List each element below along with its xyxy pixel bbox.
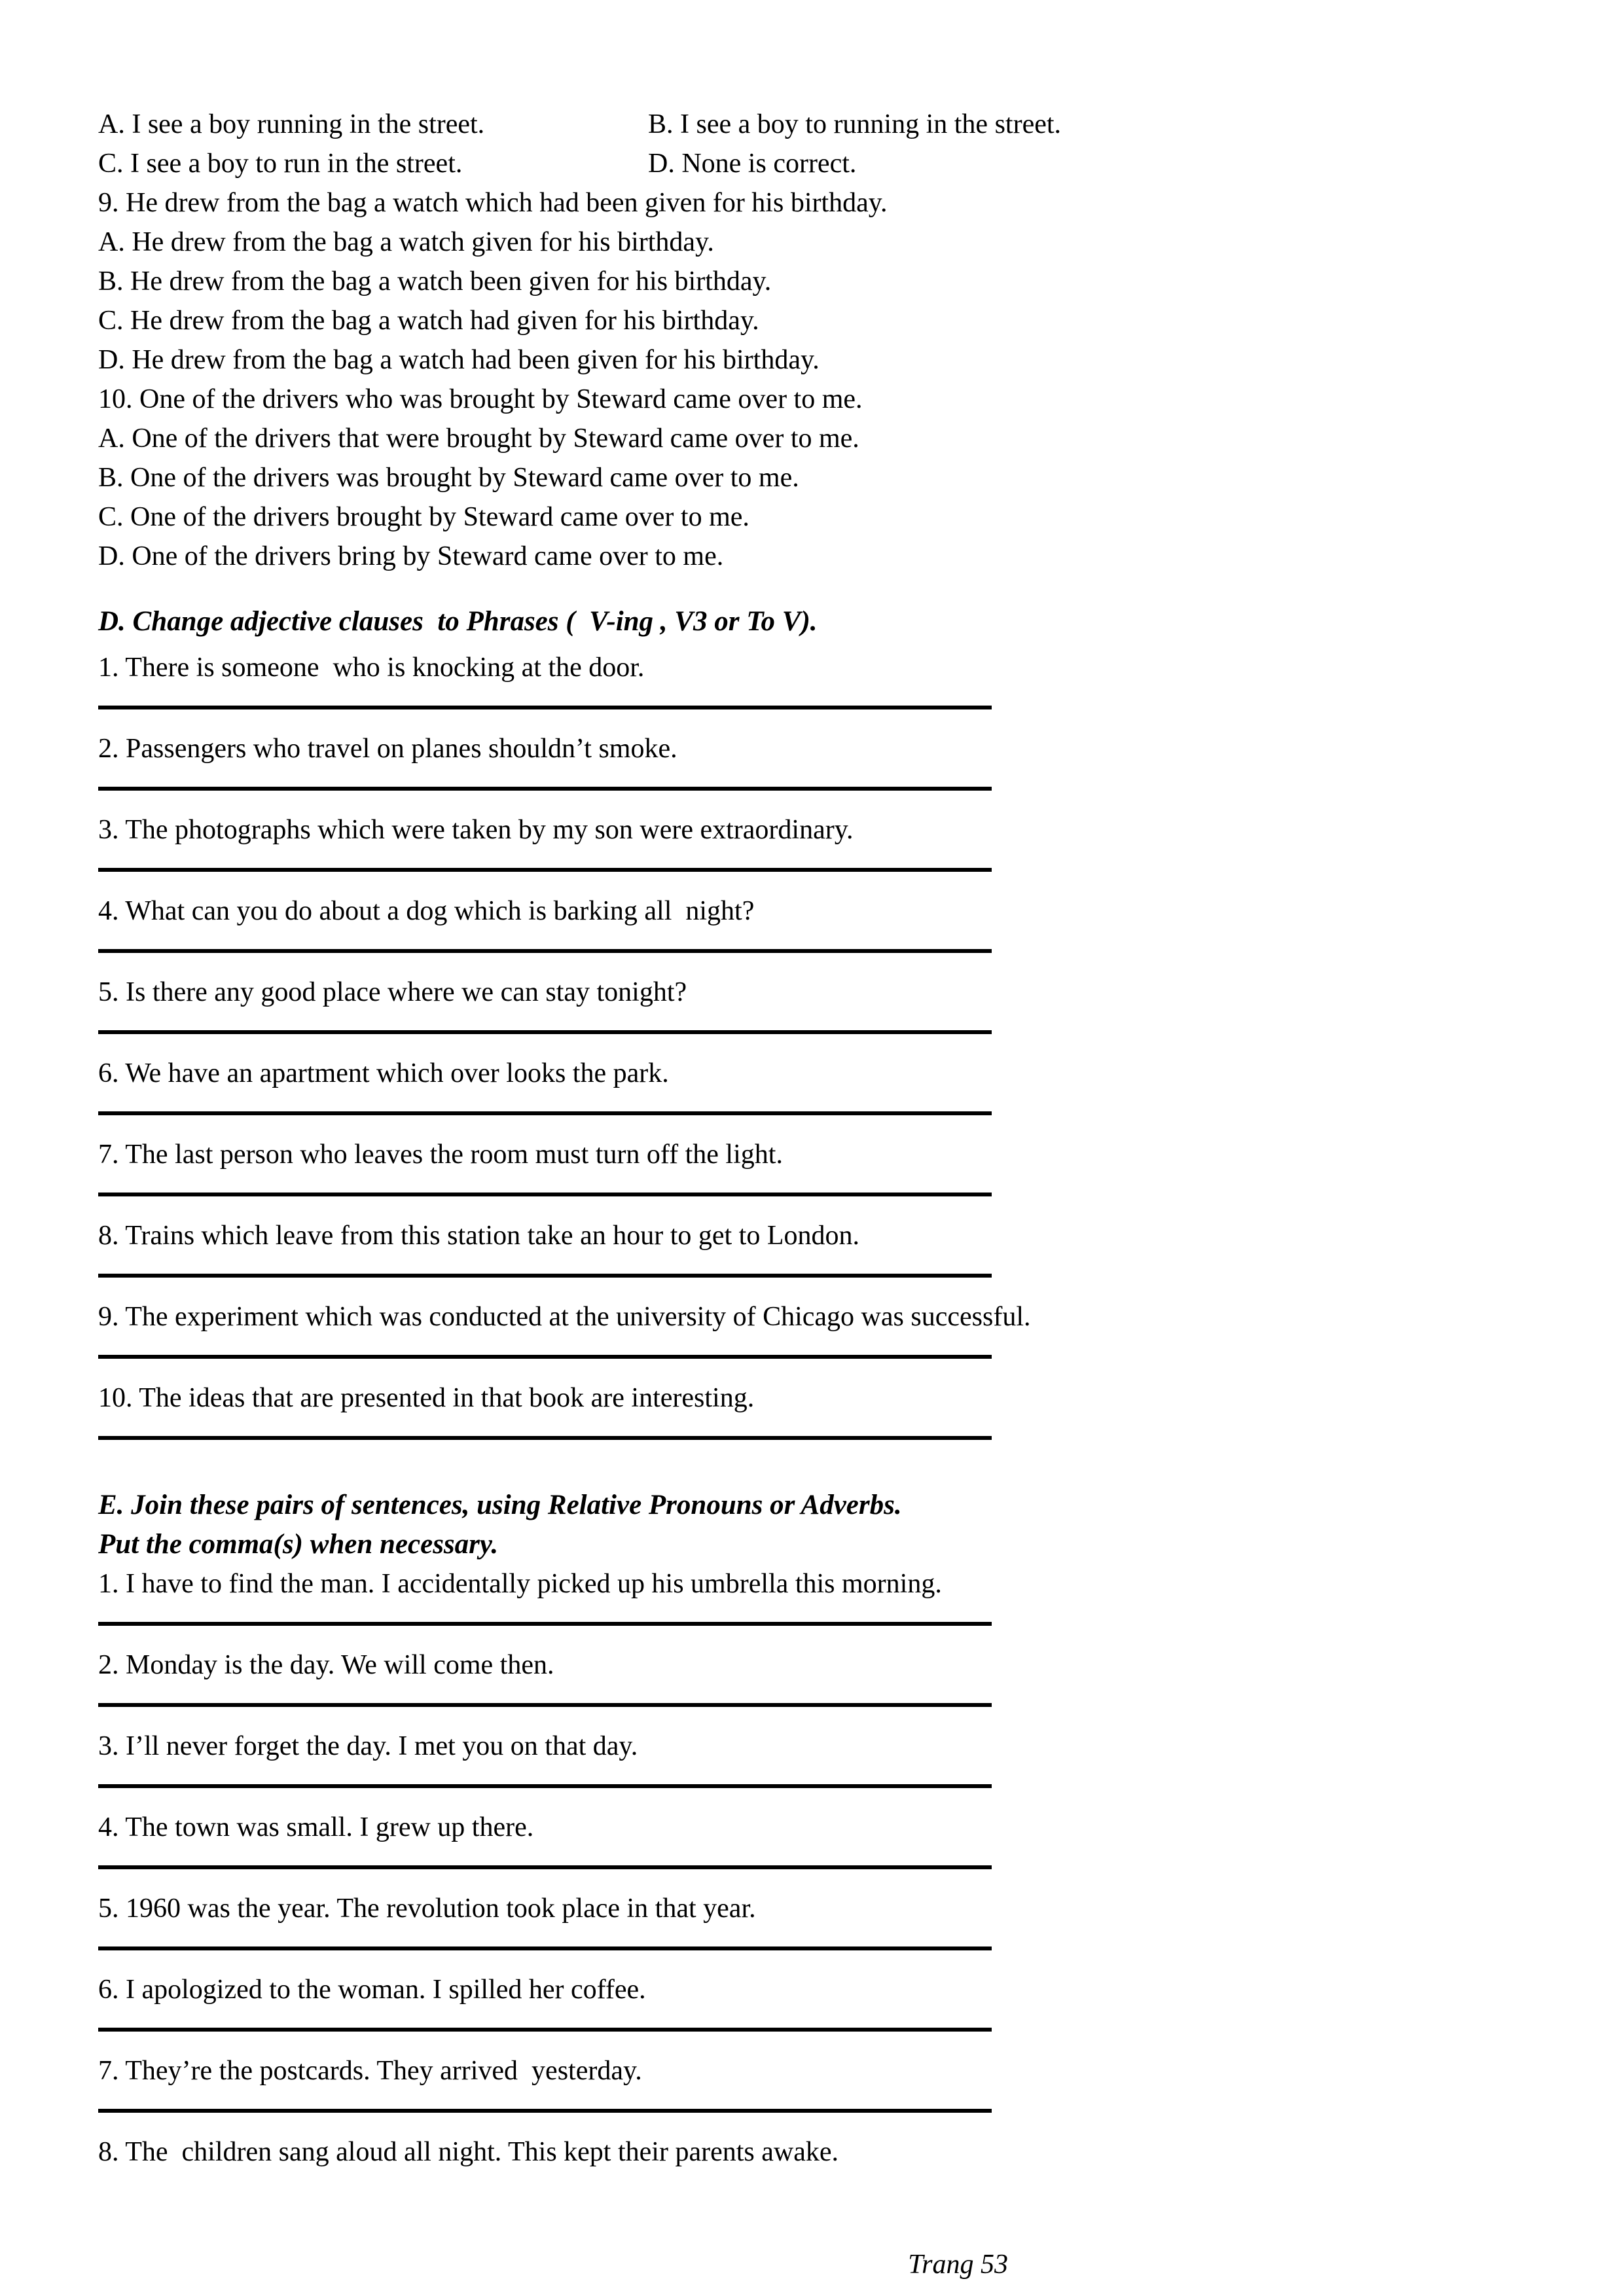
section-e-heading: E. Join these pairs of sentences, using Relative Pronouns or Adverbs. xyxy=(98,1490,902,1520)
exercise-sentence: 3. I’ll never forget the day. I met you on that day. xyxy=(98,1731,638,1761)
mcq-option-d: D. None is correct. xyxy=(648,149,857,179)
mcq-option-c: C. I see a boy to run in the street. xyxy=(98,149,463,179)
question-option: B. He drew from the bag a watch been given for his birthday. xyxy=(98,266,772,296)
exercise-e-item xyxy=(98,1727,1538,1788)
worksheet-content xyxy=(98,105,1538,2172)
answer-blank xyxy=(98,1274,992,1278)
answer-blank xyxy=(98,1703,992,1707)
exercise-e-item xyxy=(98,1808,1538,1869)
answer-blank xyxy=(98,1436,992,1440)
answer-blank xyxy=(98,2109,992,2113)
exercise-sentence: 1. There is someone who is knocking at the door. xyxy=(98,653,645,683)
exercise-sentence: 2. Monday is the day. We will come then. xyxy=(98,1650,554,1680)
answer-blank xyxy=(98,868,992,872)
answer-blank xyxy=(98,949,992,953)
exercise-d-item xyxy=(98,1216,1538,1278)
exercise-d-item xyxy=(98,1135,1538,1196)
exercise-sentence: 9. The experiment which was conducted at the university of Chicago was successful. xyxy=(98,1302,1031,1332)
question-stem: 9. He drew from the bag a watch which had been given for his birthday. xyxy=(98,188,888,218)
exercise-sentence: 6. We have an apartment which over looks the park. xyxy=(98,1058,669,1088)
exercise-d-item xyxy=(98,648,1538,709)
exercise-d-item xyxy=(98,973,1538,1034)
answer-blank xyxy=(98,1030,992,1034)
exercise-d-item xyxy=(98,729,1538,791)
exercise-d-item xyxy=(98,1054,1538,1115)
exercise-d-item xyxy=(98,810,1538,872)
exercise-sentence: 4. What can you do about a dog which is barking all night? xyxy=(98,896,755,926)
exercise-sentence: 8. The children sang aloud all night. This kept their parents awake. xyxy=(98,2137,839,2167)
exercise-sentence: 1. I have to find the man. I accidentally picked up his umbrella this morning. xyxy=(98,1569,942,1599)
question-option: C. He drew from the bag a watch had given for his birthday. xyxy=(98,306,759,336)
mcq-option-a: A. I see a boy running in the street. xyxy=(98,109,485,139)
answer-blank xyxy=(98,1622,992,1626)
answer-blank xyxy=(98,787,992,791)
exercise-sentence: 7. They’re the postcards. They arrived yesterday. xyxy=(98,2056,642,2086)
question-option: D. He drew from the bag a watch had been given for his birthday. xyxy=(98,345,820,375)
question-option: B. One of the drivers was brought by Steward came over to me. xyxy=(98,463,799,493)
footer-page-number: Trang 53 xyxy=(908,2250,1008,2280)
exercise-d-item xyxy=(98,891,1538,953)
exercise-e-item xyxy=(98,1564,1538,1626)
mcq-option-row xyxy=(98,105,1538,144)
answer-blank xyxy=(98,1193,992,1196)
answer-blank xyxy=(98,1111,992,1115)
exercise-e-item xyxy=(98,1645,1538,1707)
exercise-sentence: 5. Is there any good place where we can stay tonight? xyxy=(98,977,687,1007)
question-option: A. One of the drivers that were brought by Steward came over to me. xyxy=(98,423,859,454)
question-option: D. One of the drivers bring by Steward came over to me. xyxy=(98,541,724,571)
answer-blank xyxy=(98,2028,992,2032)
exercise-sentence: 2. Passengers who travel on planes shouldn’t smoke. xyxy=(98,734,677,764)
exercise-sentence: 7. The last person who leaves the room must turn off the light. xyxy=(98,1139,783,1170)
answer-blank xyxy=(98,1946,992,1950)
exercise-sentence: 10. The ideas that are presented in that book are interesting. xyxy=(98,1383,755,1413)
answer-blank xyxy=(98,1355,992,1359)
answer-blank xyxy=(98,1865,992,1869)
answer-blank xyxy=(98,706,992,709)
section-d-heading: D. Change adjective clauses to Phrases ( V-ing , V3 or To V). xyxy=(98,606,818,637)
exercise-sentence: 3. The photographs which were taken by my son were extraordinary. xyxy=(98,815,854,845)
section-e-subheading: Put the comma(s) when necessary. xyxy=(98,1529,499,1560)
exercise-sentence: 8. Trains which leave from this station take an hour to get to London. xyxy=(98,1221,859,1251)
mcq-option-row xyxy=(98,144,1538,183)
exercise-e-item xyxy=(98,2132,1538,2172)
exercise-d-item xyxy=(98,1297,1538,1359)
question-option: C. One of the drivers brought by Steward came over to me. xyxy=(98,502,749,532)
question-option: A. He drew from the bag a watch given for his birthday. xyxy=(98,227,714,257)
answer-blank xyxy=(98,1784,992,1788)
exercise-d-item xyxy=(98,1378,1538,1440)
exercise-sentence: 6. I apologized to the woman. I spilled her coffee. xyxy=(98,1975,646,2005)
exercise-sentence: 4. The town was small. I grew up there. xyxy=(98,1812,534,1842)
exercise-e-item xyxy=(98,1970,1538,2032)
exercise-sentence: 5. 1960 was the year. The revolution took place in that year. xyxy=(98,1893,756,1924)
mcq-option-b: B. I see a boy to running in the street. xyxy=(648,109,1062,139)
exercise-e-item xyxy=(98,2051,1538,2113)
exercise-e-item xyxy=(98,1889,1538,1950)
question-stem: 10. One of the drivers who was brought by Steward came over to me. xyxy=(98,384,863,414)
